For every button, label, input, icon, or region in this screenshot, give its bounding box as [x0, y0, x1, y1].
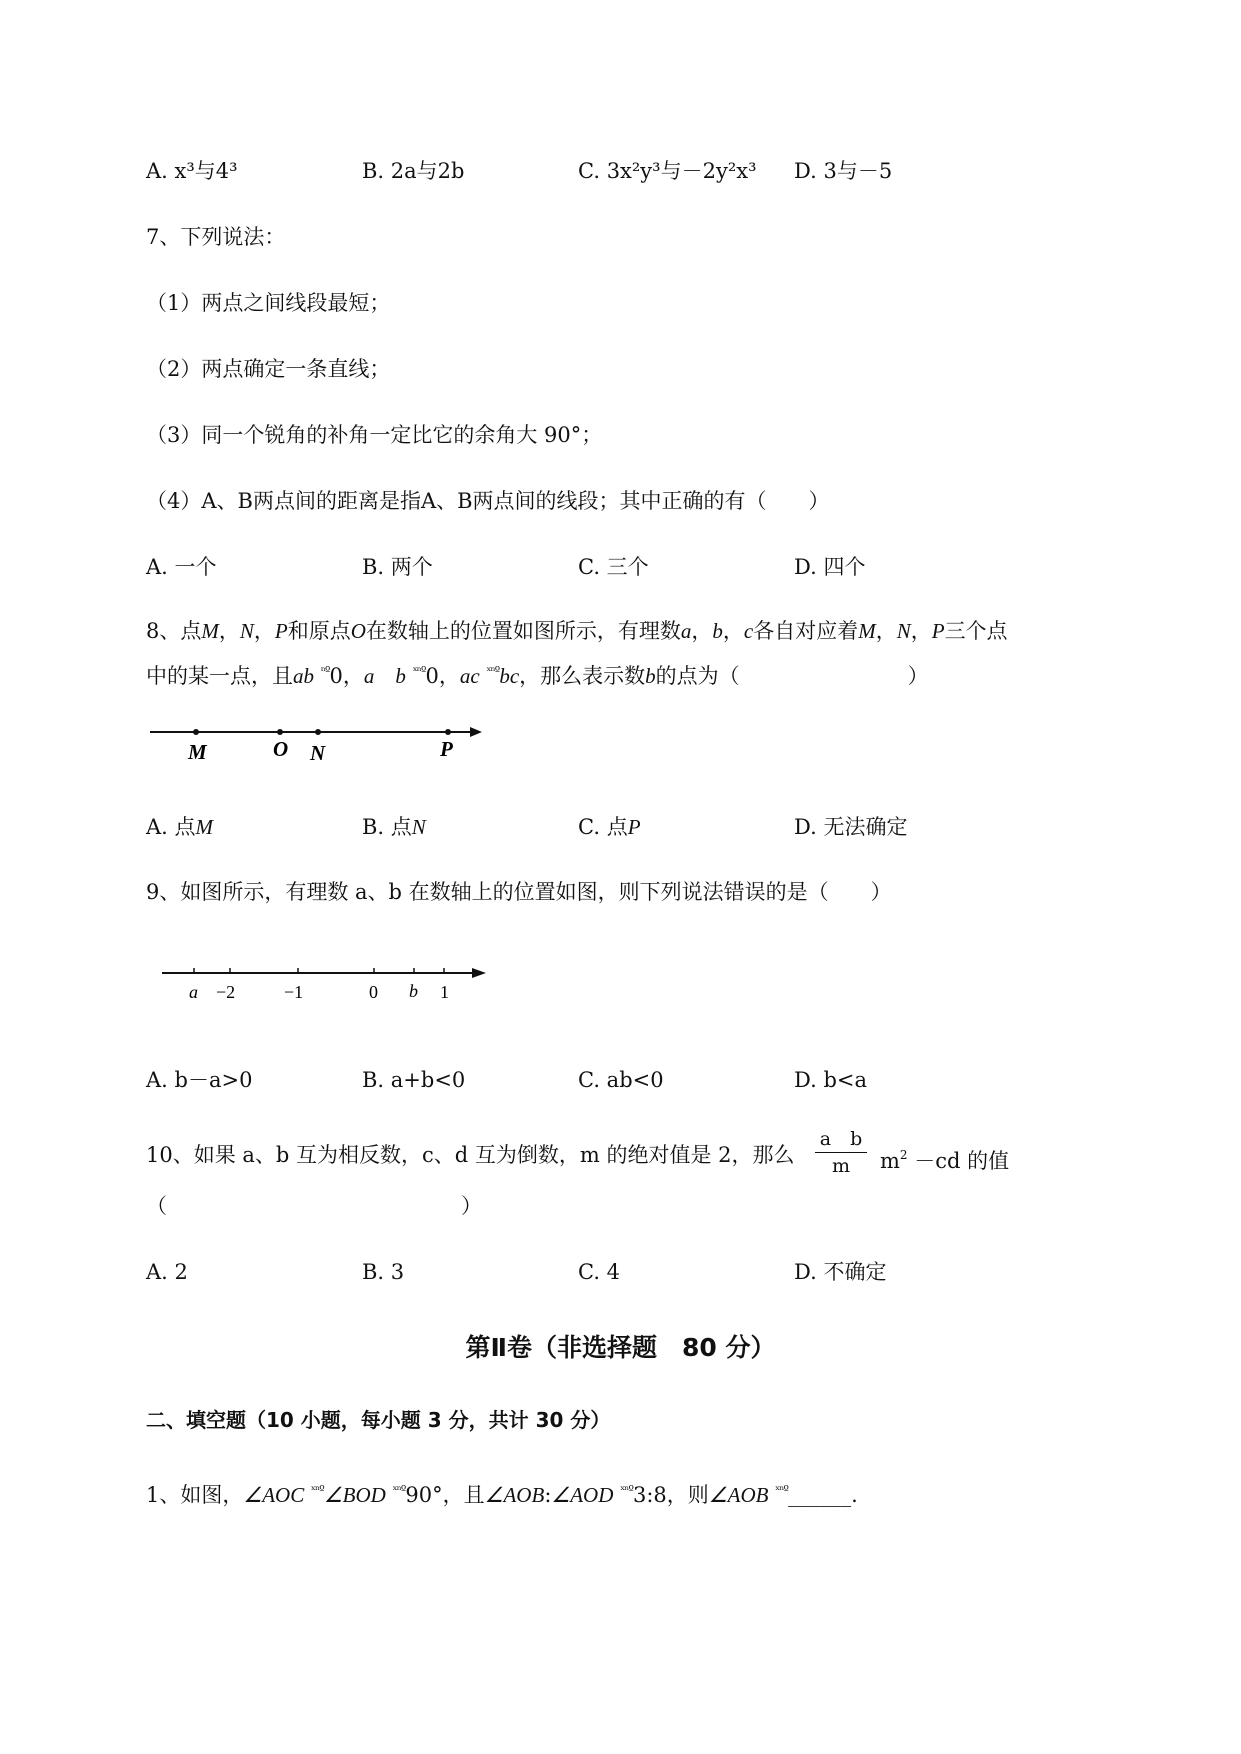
- fill1-broken-relation: ˣⁿº: [620, 1483, 633, 1497]
- q7-statement-3: （3）同一个锐角的补角一定比它的余角大 90°；: [146, 423, 603, 447]
- q8-var-a: a: [680, 619, 692, 643]
- fill1-broken-relation: ˣⁿº: [775, 1483, 789, 1497]
- q8-comma: ，: [253, 619, 275, 643]
- q6-option-d-label: D.: [794, 159, 817, 183]
- q8-zero: 0: [425, 664, 439, 688]
- q8-comma: ，: [910, 619, 932, 643]
- label-minus-1: −1: [284, 982, 304, 1002]
- section-title: 第Ⅱ卷（非选择题 80 分）: [465, 1333, 776, 1362]
- q10-expression: [880, 1140, 1009, 1176]
- q8-var-b: b: [712, 619, 723, 643]
- q8-var-m: M: [858, 619, 876, 643]
- q9-option-c: C. ab<0: [578, 1068, 664, 1092]
- label-a: a: [189, 982, 198, 1002]
- q6-option-a-label: A.: [146, 159, 168, 183]
- fill1-text: 1、如图，: [146, 1483, 244, 1507]
- option-text: 点: [390, 815, 412, 839]
- fraction-numerator: a b: [815, 1128, 867, 1153]
- point-o: [277, 729, 283, 735]
- point-m: [193, 729, 199, 735]
- q8-text: ，: [342, 664, 364, 688]
- q7-option-d: D. 四个: [794, 555, 866, 579]
- q7-statement-4: （4）A、B两点间的距离是指A、B两点间的线段；其中正确的有（ ）: [146, 489, 830, 513]
- q8-var-c: c: [743, 619, 754, 643]
- label-o: O: [273, 737, 289, 761]
- option-label: C.: [578, 815, 600, 839]
- q7-option-b: B. 两个: [362, 555, 433, 579]
- label-m: M: [188, 740, 207, 764]
- axis-arrow: [470, 727, 482, 737]
- q8-var-b: b: [645, 664, 656, 688]
- q10-fraction: [815, 1128, 867, 1177]
- q8-comma: ，: [218, 619, 240, 643]
- q8-broken-b: b: [395, 664, 406, 688]
- q8-text: 的点为（ ）: [655, 664, 929, 688]
- q9-option-d: D. b<a: [794, 1068, 867, 1092]
- label-b: b: [409, 981, 418, 1001]
- answer-blank: ______.: [788, 1483, 858, 1507]
- q8-number-line: [146, 715, 496, 765]
- angle-aoc: ∠AOC: [243, 1483, 305, 1507]
- q9-option-a: A. b－a>0: [146, 1068, 253, 1092]
- q6-option-c-label: C.: [578, 159, 600, 183]
- q7-statement-1: （1）两点之间线段最短；: [146, 291, 391, 315]
- q8-comma: ，: [722, 619, 744, 643]
- fill1-broken-relation: ˣⁿº: [310, 1483, 324, 1497]
- angle-aod: ∠AOD: [551, 1483, 614, 1507]
- point-n: [315, 729, 321, 735]
- q8-broken-relation: ⁿº: [320, 664, 330, 678]
- q8-text: ，那么表示数: [519, 664, 646, 688]
- q8-broken-relation: ˣⁿº: [486, 664, 500, 678]
- q8-line-2: [146, 656, 929, 691]
- q6-option-c-text: 3x²y³与－2y²x³: [606, 159, 757, 183]
- q10-answer-blank: （ ）: [146, 1194, 482, 1218]
- q8-broken-relation: ˣⁿº: [412, 664, 426, 678]
- label-minus-2: −2: [216, 982, 236, 1002]
- q10-option-a: A. 2: [146, 1260, 188, 1284]
- q8-var-n: N: [896, 619, 911, 643]
- angle-aob: ∠AOB: [484, 1483, 545, 1507]
- q7-option-c: C. 三个: [578, 555, 649, 579]
- q10-option-b: B. 3: [362, 1260, 405, 1284]
- q7-option-a: A. 一个: [146, 555, 217, 579]
- label-1: 1: [440, 982, 449, 1002]
- q8-text: 和原点: [287, 619, 351, 643]
- option-label: B.: [362, 815, 385, 839]
- option-label: D.: [794, 815, 817, 839]
- fraction-denominator: m: [831, 1155, 851, 1177]
- q8-var-n: N: [239, 619, 254, 643]
- expr-m: m: [880, 1149, 900, 1173]
- q7-statement-2: （2）两点确定一条直线；: [146, 357, 391, 381]
- q10-stem: 10、如果 a、b 互为相反数，c、d 互为倒数，m 的绝对值是 2，那么: [146, 1143, 795, 1167]
- q8-comma: ，: [691, 619, 713, 643]
- expr-exponent: 2: [899, 1148, 908, 1162]
- option-var: P: [627, 815, 641, 839]
- angle-bod: ∠BOD: [323, 1483, 386, 1507]
- q8-zero: 0: [329, 664, 343, 688]
- option-text: 无法确定: [823, 815, 908, 839]
- q8-comma: ，: [875, 619, 897, 643]
- q9-option-b: B. a+b<0: [362, 1068, 466, 1092]
- q10-option-d: D. 不确定: [794, 1260, 887, 1284]
- q6-option-d-text: 3与－5: [823, 159, 893, 183]
- q8-var-o: O: [350, 619, 366, 643]
- q8-option-c: [578, 812, 641, 842]
- ratio: 3:8: [633, 1483, 667, 1507]
- q6-option-c: [578, 156, 757, 186]
- option-text: 点: [174, 815, 196, 839]
- q6-option-d: [794, 156, 892, 186]
- q8-broken-a: a: [363, 664, 375, 688]
- fill-question-1: [146, 1475, 858, 1510]
- q8-text: 8、点: [146, 619, 202, 643]
- q8-option-a: [146, 812, 213, 842]
- q8-text: 各自对应着: [753, 619, 859, 643]
- option-var: N: [411, 815, 426, 839]
- q8-var-m: M: [201, 619, 219, 643]
- q6-option-a-text: x³与4³: [174, 159, 238, 183]
- q9-stem: 9、如图所示，有理数 a、b 在数轴上的位置如图，则下列说法错误的是（ ）: [146, 880, 892, 904]
- q6-option-b-text: 2a与2b: [390, 159, 465, 183]
- colon: :: [544, 1483, 552, 1507]
- q10-option-c: C. 4: [578, 1260, 621, 1284]
- option-label: A.: [146, 815, 168, 839]
- q8-text: 三个点: [944, 619, 1008, 643]
- q8-option-d: [794, 812, 907, 842]
- q6-option-a: [146, 156, 238, 186]
- fill1-text: ，则: [666, 1483, 709, 1507]
- point-p: [445, 729, 451, 735]
- q8-term-ab: ab: [293, 664, 314, 688]
- option-var: M: [195, 815, 214, 839]
- section-subtitle: 二、填空题（10 小题，每小题 3 分，共计 30 分）: [146, 1408, 611, 1432]
- q8-term-ac: ac: [459, 664, 480, 688]
- q8-term-bc: bc: [499, 664, 520, 688]
- q8-option-b: [362, 812, 426, 842]
- option-text: 点: [606, 815, 628, 839]
- q6-option-b-label: B.: [362, 159, 385, 183]
- q8-var-p: P: [274, 619, 288, 643]
- q8-text: ，: [438, 664, 460, 688]
- q7-stem: 7、下列说法：: [146, 225, 286, 249]
- q8-text: 中的某一点，且: [146, 664, 293, 688]
- q8-var-p: P: [931, 619, 945, 643]
- label-0: 0: [369, 982, 378, 1002]
- q9-number-line: [158, 958, 498, 1008]
- angle-aob: ∠AOB: [708, 1483, 769, 1507]
- q8-text: 在数轴上的位置如图所示，有理数: [365, 619, 681, 643]
- axis-arrow: [472, 968, 486, 978]
- value-90: 90°: [405, 1483, 443, 1507]
- expr-tail: －cd 的值: [914, 1149, 1010, 1173]
- label-p: P: [440, 737, 453, 761]
- fill1-broken-relation: ˣⁿº: [392, 1483, 406, 1497]
- q8-line-1: [146, 616, 1008, 646]
- label-n: N: [310, 741, 326, 765]
- fill1-text: ，且: [442, 1483, 485, 1507]
- q6-option-b: [362, 156, 464, 186]
